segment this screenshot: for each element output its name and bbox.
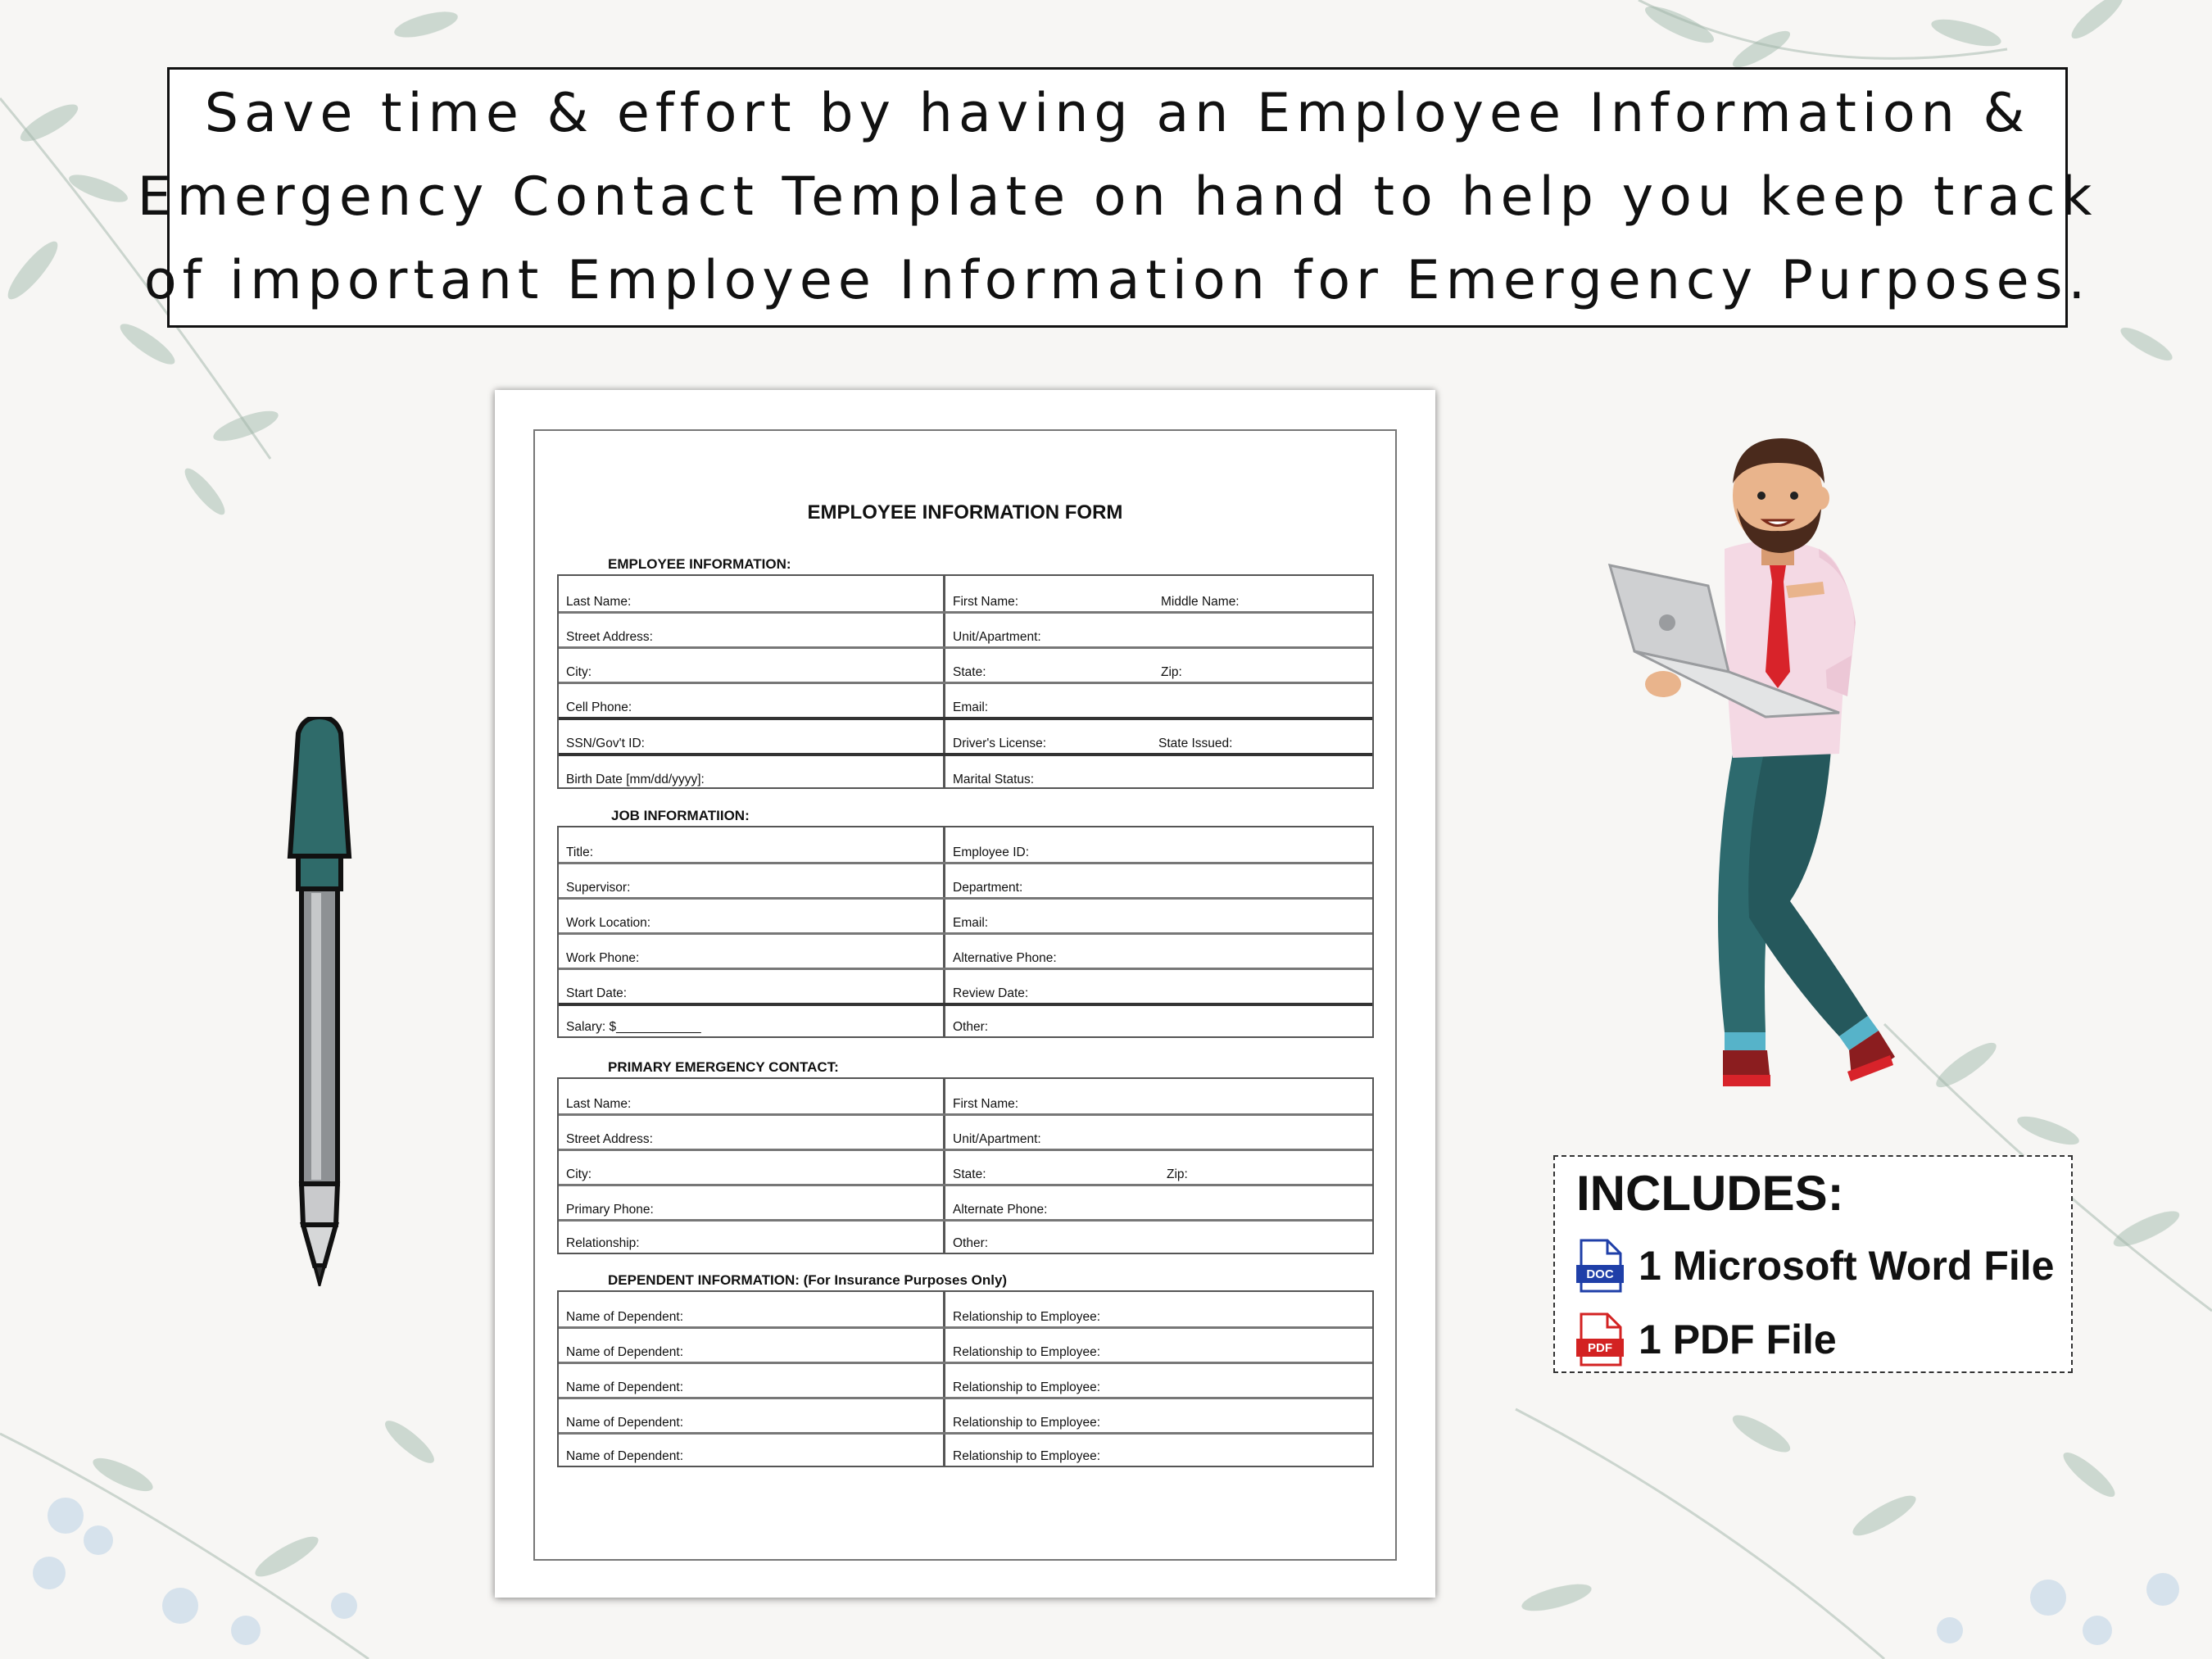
- includes-item-label: 1 PDF File: [1639, 1317, 1837, 1362]
- form-field[interactable]: Unit/Apartment:: [953, 630, 1041, 644]
- form-field[interactable]: Title:: [559, 827, 945, 862]
- form-field[interactable]: First Name: Middle Name:: [953, 595, 1240, 609]
- svg-text:DOC: DOC: [1586, 1267, 1614, 1281]
- form-field[interactable]: Cell Phone:: [559, 684, 945, 717]
- form-row: [559, 862, 1372, 897]
- form-field[interactable]: Alternative Phone:: [953, 951, 1057, 965]
- form-field[interactable]: City:: [559, 1151, 945, 1184]
- form-row: [559, 932, 1372, 968]
- form-field[interactable]: Unit/Apartment:: [953, 1132, 1041, 1146]
- headline-line: of important Employee Information for Emergency Purposes.: [143, 250, 2092, 311]
- form-field[interactable]: Start Date:: [559, 970, 945, 1003]
- form-field[interactable]: Alternate Phone:: [953, 1203, 1048, 1217]
- form-field[interactable]: Salary: $____________: [559, 1006, 945, 1036]
- form-field[interactable]: Name of Dependent:: [559, 1329, 945, 1362]
- form-field[interactable]: Email:: [953, 916, 989, 930]
- form-field[interactable]: Supervisor:: [559, 864, 945, 897]
- pen-illustration: [287, 717, 352, 1286]
- form-row: [559, 717, 1372, 753]
- form-field[interactable]: Work Location:: [559, 900, 945, 932]
- form-field[interactable]: Employee ID:: [953, 845, 1030, 859]
- form-field[interactable]: Name of Dependent:: [559, 1364, 945, 1397]
- includes-item-label: 1 Microsoft Word File: [1639, 1243, 2055, 1289]
- form-paper: [495, 390, 1435, 1598]
- form-row: [559, 1362, 1372, 1397]
- form-field[interactable]: Review Date:: [953, 986, 1029, 1000]
- form-field[interactable]: Email:: [953, 700, 989, 714]
- form-field[interactable]: Relationship to Employee:: [953, 1416, 1101, 1430]
- form-field[interactable]: Relationship to Employee:: [953, 1449, 1101, 1463]
- form-row: [559, 1184, 1372, 1219]
- form-row: [559, 646, 1372, 682]
- section-heading-emergency: PRIMARY EMERGENCY CONTACT:: [608, 1059, 839, 1075]
- form-field[interactable]: State: Zip:: [953, 1167, 1188, 1181]
- form-field[interactable]: Name of Dependent:: [559, 1399, 945, 1432]
- form-row: [559, 1113, 1372, 1149]
- form-field[interactable]: Relationship:: [559, 1222, 945, 1253]
- form-field[interactable]: Relationship to Employee:: [953, 1310, 1101, 1324]
- form-field[interactable]: Department:: [953, 881, 1023, 895]
- form-field[interactable]: Name of Dependent:: [559, 1435, 945, 1466]
- form-row: [559, 1079, 1372, 1113]
- form-row: [559, 1003, 1372, 1036]
- emergency-contact-grid: [557, 1077, 1374, 1254]
- form-row: [559, 897, 1372, 932]
- form-field[interactable]: Driver's License: State Issued:: [953, 737, 1233, 750]
- form-field[interactable]: Other:: [953, 1236, 989, 1250]
- includes-item-doc: [1576, 1239, 2054, 1293]
- form-row: [559, 1149, 1372, 1184]
- doc-file-icon: [1576, 1239, 1624, 1293]
- includes-box: [1553, 1155, 2073, 1373]
- form-field[interactable]: Last Name:: [559, 576, 945, 611]
- form-field[interactable]: Street Address:: [559, 614, 945, 646]
- form-field[interactable]: Primary Phone:: [559, 1186, 945, 1219]
- includes-item-pdf: [1576, 1312, 1837, 1367]
- form-field[interactable]: SSN/Gov't ID:: [559, 720, 945, 753]
- form-field[interactable]: First Name:: [953, 1097, 1019, 1111]
- form-field[interactable]: Birth Date [mm/dd/yyyy]:: [559, 756, 945, 789]
- headline-line: Emergency Contact Template on hand to help you keep track: [137, 166, 2098, 228]
- form-row: [559, 682, 1372, 717]
- form-row: [559, 576, 1372, 611]
- form-field[interactable]: Other:: [953, 1020, 989, 1034]
- section-heading-employee: EMPLOYEE INFORMATION:: [608, 556, 791, 572]
- form-field[interactable]: Relationship to Employee:: [953, 1345, 1101, 1359]
- form-field[interactable]: City:: [559, 649, 945, 682]
- form-field[interactable]: State: Zip:: [953, 665, 1182, 679]
- form-row: [559, 753, 1372, 789]
- section-heading-job: JOB INFORMATIION:: [611, 808, 750, 823]
- form-row: [559, 1219, 1372, 1253]
- form-title: EMPLOYEE INFORMATION FORM: [807, 501, 1123, 524]
- form-row: [559, 827, 1372, 862]
- svg-text:PDF: PDF: [1588, 1341, 1612, 1355]
- section-heading-dependent: DEPENDENT INFORMATION: (For Insurance Purposes Only): [608, 1272, 1008, 1288]
- man-with-laptop-illustration: [1602, 426, 1921, 1122]
- form-row: [559, 611, 1372, 646]
- form-field[interactable]: Street Address:: [559, 1116, 945, 1149]
- job-info-grid: [557, 826, 1374, 1038]
- form-field[interactable]: Work Phone:: [559, 935, 945, 968]
- headline-line: Save time & effort by having an Employee Information &: [204, 83, 2031, 144]
- form-row: [559, 968, 1372, 1003]
- form-row: [559, 1326, 1372, 1362]
- form-field[interactable]: Last Name:: [559, 1079, 945, 1113]
- form-field[interactable]: Relationship to Employee:: [953, 1380, 1101, 1394]
- dependent-info-grid: [557, 1290, 1374, 1467]
- employee-info-grid: [557, 574, 1374, 789]
- includes-title: INCLUDES:: [1576, 1166, 1844, 1221]
- form-row: [559, 1397, 1372, 1432]
- form-field[interactable]: Marital Status:: [953, 773, 1035, 786]
- pdf-file-icon: [1576, 1312, 1624, 1367]
- form-field[interactable]: Name of Dependent:: [559, 1292, 945, 1326]
- headline-box: [137, 67, 2098, 328]
- form-row: [559, 1292, 1372, 1326]
- form-row: [559, 1432, 1372, 1466]
